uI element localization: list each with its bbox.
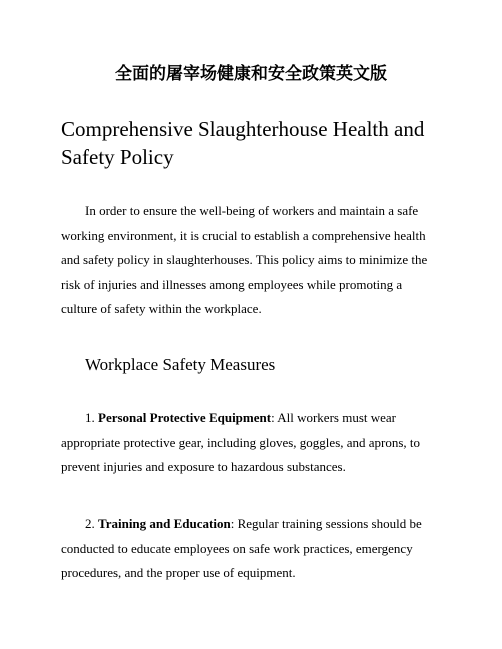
list-item-text: : All workers must wear appropriate protective gear, including gloves, goggles, and aprons, to prevent injuries and exposure to hazardous substances. [61, 410, 421, 474]
list-item-training [61, 512, 437, 586]
section-heading: Workplace Safety Measures [85, 355, 276, 374]
document-title-english: Comprehensive Slaughterhouse Health and Safety Policy [61, 117, 425, 169]
intro-paragraph: In order to ensure the well-being of workers and maintain a safe working environment, it is crucial to establish a comprehensive health and safety policy in slaughterhouses. This policy aims to minimize the risk of injuries and illnesses among employees while promoting a culture of safety within the workplace. [61, 203, 428, 316]
list-item-ppe [61, 406, 437, 480]
document-title-chinese: 全面的屠宰场健康和安全政策英文版 [115, 64, 387, 84]
list-item-number: 2. [85, 516, 98, 531]
list-item-term: Training and Education [98, 516, 231, 531]
list-item-term: Personal Protective Equipment [98, 410, 272, 425]
list-item-number: 1. [85, 410, 98, 425]
list-item-text: : Regular training sessions should be conducted to educate employees on safe work practices, emergency procedures, and the proper use of equipment. [61, 516, 422, 580]
